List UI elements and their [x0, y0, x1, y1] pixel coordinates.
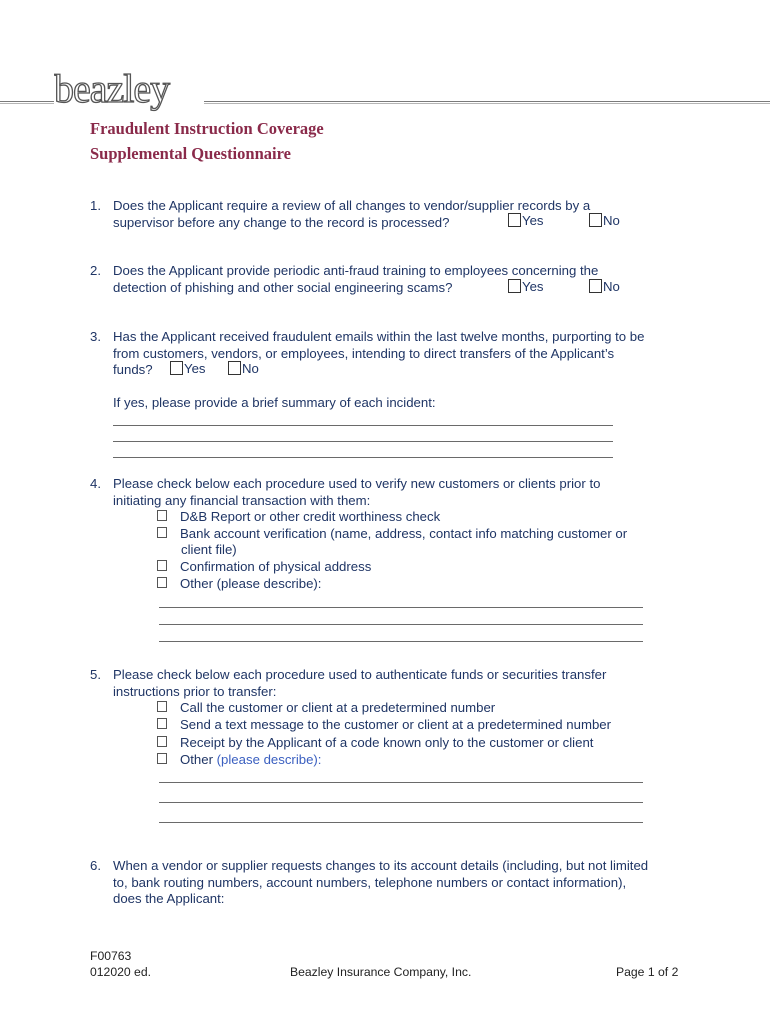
- question-4: [90, 476, 600, 509]
- question-text: Does the Applicant require a review of all changes to vendor/supplier records by a: [113, 198, 591, 213]
- question-text: Please check below each procedure used to authenticate funds or securities transfer: [113, 667, 607, 682]
- checkbox[interactable]: [589, 279, 602, 293]
- checkbox[interactable]: [157, 510, 167, 521]
- yes-label: Yes: [522, 279, 544, 294]
- answer-line[interactable]: [159, 641, 643, 642]
- checkbox[interactable]: [589, 213, 602, 227]
- option-label: Other: [180, 752, 213, 767]
- no-label: No: [603, 213, 620, 228]
- checkbox[interactable]: [157, 753, 167, 764]
- q4-option-label-continued: client file): [181, 542, 237, 557]
- yes-label: Yes: [522, 213, 544, 228]
- checkbox[interactable]: [508, 279, 521, 293]
- no-label: No: [603, 279, 620, 294]
- checkbox[interactable]: [508, 213, 521, 227]
- question-text: Does the Applicant provide periodic anti-fraud training to employees concerning the: [113, 263, 599, 278]
- question-5: [90, 667, 606, 700]
- option-label: Bank account verification (name, address, contact info matching customer or: [180, 526, 628, 541]
- question-text: from customers, vendors, or employees, intending to direct transfers of the Applicant’s: [113, 345, 615, 361]
- no-label: No: [242, 361, 259, 376]
- checkbox[interactable]: [157, 527, 167, 538]
- q5-option-other[interactable]: [157, 752, 321, 769]
- option-label: Confirmation of physical address: [180, 559, 372, 574]
- page-title: Fraudulent Instruction Coverage: [90, 119, 324, 138]
- option-label: Receipt by the Applicant of a code known only to the customer or client: [180, 735, 594, 750]
- footer-form-number: F00763: [90, 949, 132, 963]
- answer-line[interactable]: [113, 441, 613, 442]
- q2-yes-option[interactable]: [508, 279, 544, 294]
- question-text: funds?: [113, 362, 153, 377]
- checkbox[interactable]: [157, 701, 167, 712]
- option-label: Call the customer or client at a predetermined number: [180, 700, 496, 715]
- checkbox[interactable]: [157, 736, 167, 747]
- answer-line[interactable]: [113, 425, 613, 426]
- question-text: detection of phishing and other social engineering scams?: [113, 279, 453, 295]
- footer-page-number: Page 1 of 2: [616, 965, 679, 979]
- q2-no-option[interactable]: [589, 279, 620, 294]
- q3-yes-option[interactable]: [170, 361, 206, 376]
- question-number: 6.: [90, 858, 101, 873]
- q5-option-code[interactable]: [157, 735, 593, 752]
- checkbox[interactable]: [170, 361, 183, 375]
- checkbox[interactable]: [157, 560, 167, 571]
- q4-option-bank-verification[interactable]: [157, 526, 627, 543]
- answer-line[interactable]: [159, 782, 643, 783]
- option-label: Other (please describe):: [180, 576, 322, 591]
- question-6: [90, 858, 648, 908]
- q4-option-other[interactable]: [157, 576, 321, 593]
- question-text: initiating any financial transaction with them:: [113, 492, 371, 508]
- q3-no-option[interactable]: [228, 361, 259, 376]
- q3-followup: If yes, please provide a brief summary of each incident:: [113, 395, 436, 410]
- answer-line[interactable]: [159, 802, 643, 803]
- yes-label: Yes: [184, 361, 206, 376]
- question-number: 5.: [90, 667, 101, 682]
- question-number: 3.: [90, 329, 101, 344]
- checkbox[interactable]: [157, 718, 167, 729]
- footer-edition: 012020 ed.: [90, 965, 151, 979]
- answer-line[interactable]: [113, 457, 613, 458]
- answer-line[interactable]: [159, 624, 643, 625]
- question-text: instructions prior to transfer:: [113, 683, 277, 699]
- beazley-logo: [54, 64, 204, 116]
- q4-option-db-report[interactable]: [157, 509, 440, 526]
- logo-text: beazley: [54, 66, 170, 111]
- question-number: 4.: [90, 476, 101, 491]
- checkbox[interactable]: [157, 577, 167, 588]
- question-text: does the Applicant:: [113, 891, 225, 906]
- question-number: 1.: [90, 198, 101, 213]
- answer-line[interactable]: [159, 822, 643, 823]
- answer-line[interactable]: [159, 607, 643, 608]
- footer-company: Beazley Insurance Company, Inc.: [290, 965, 472, 979]
- checkbox[interactable]: [228, 361, 241, 375]
- question-number: 2.: [90, 263, 101, 278]
- question-text: to, bank routing numbers, account numbers, telephone numbers or contact information),: [113, 874, 627, 890]
- option-label: D&B Report or other credit worthiness check: [180, 509, 441, 524]
- q1-no-option[interactable]: [589, 213, 620, 228]
- option-label: Send a text message to the customer or client at a predetermined number: [180, 717, 612, 732]
- q5-option-call[interactable]: [157, 700, 495, 717]
- q1-yes-option[interactable]: [508, 213, 544, 228]
- q4-option-physical-address[interactable]: [157, 559, 371, 576]
- question-text: Has the Applicant received fraudulent emails within the last twelve months, purporting to be: [113, 329, 645, 344]
- question-text: Please check below each procedure used to verify new customers or clients prior to: [113, 476, 601, 491]
- question-text: supervisor before any change to the record is processed?: [113, 214, 450, 230]
- option-label-suffix: (please describe):: [216, 752, 322, 767]
- question-text: When a vendor or supplier requests changes to its account details (including, but not limited: [113, 858, 649, 873]
- q5-option-text-message[interactable]: [157, 717, 611, 734]
- page-subtitle: Supplemental Questionnaire: [90, 144, 291, 163]
